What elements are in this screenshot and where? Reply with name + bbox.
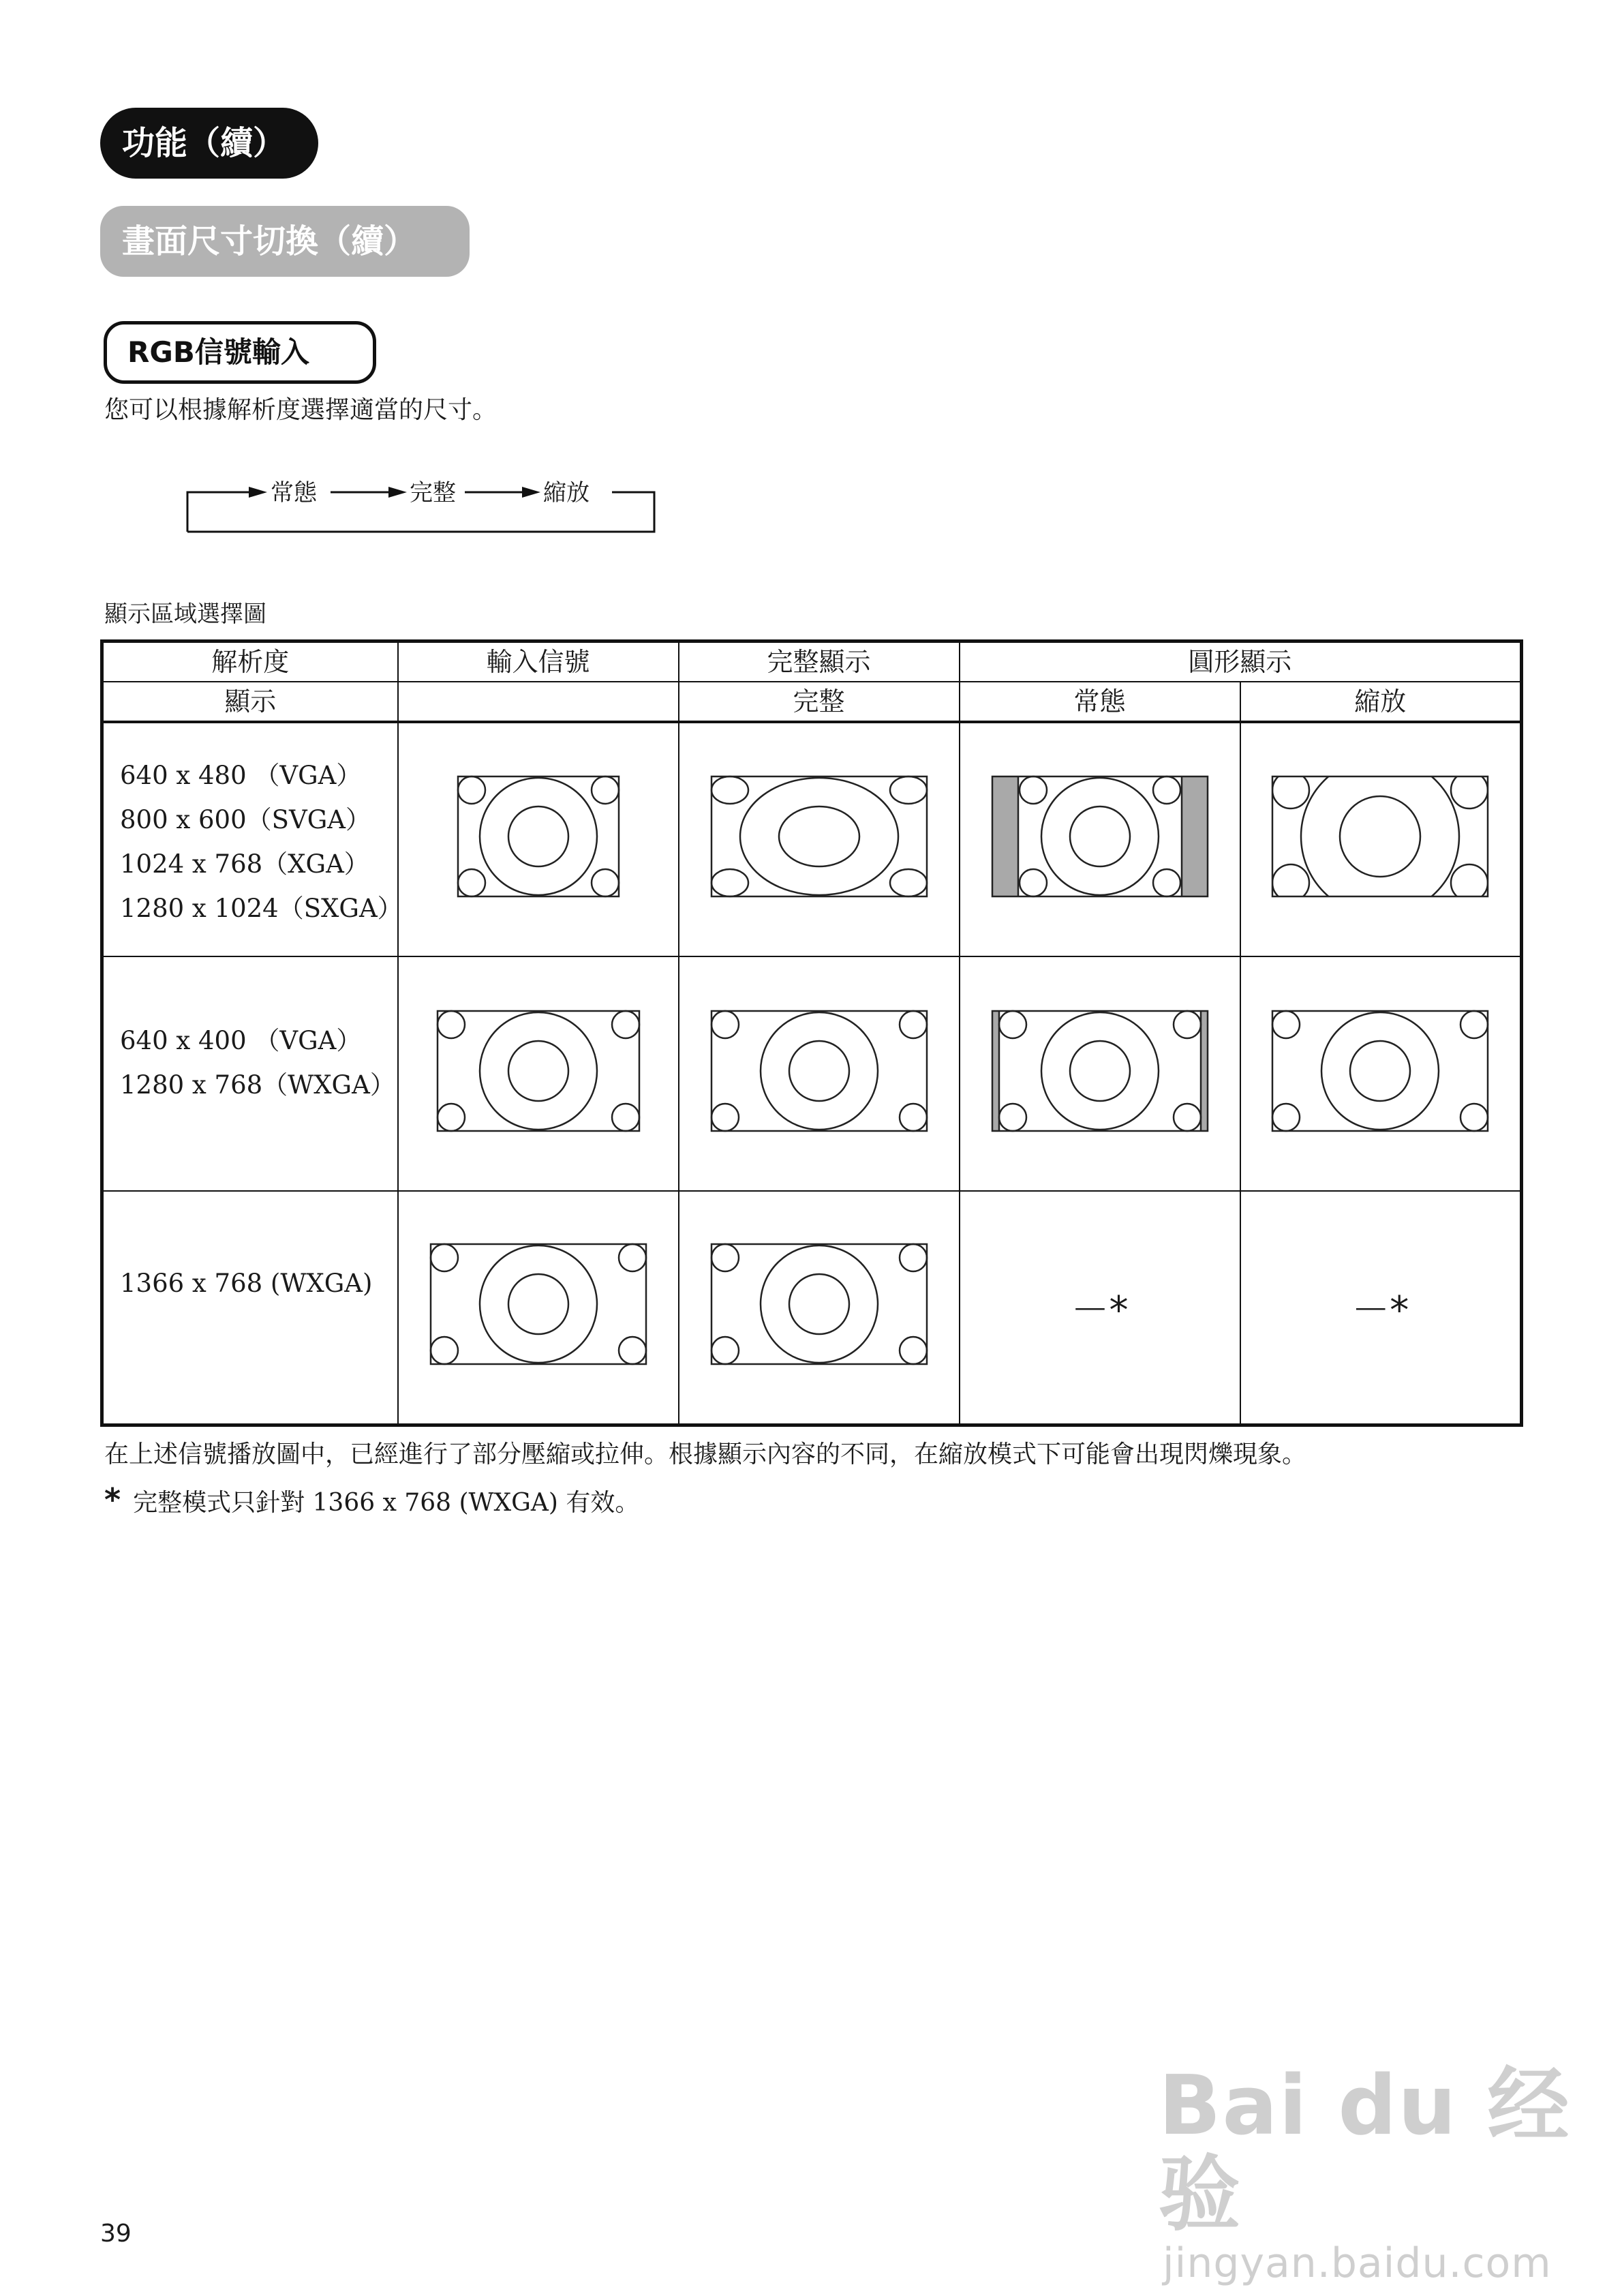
header-resolution: 解析度 [102, 641, 398, 682]
full-display-illustration [710, 775, 928, 898]
subheader-zoom: 縮放 [1240, 682, 1522, 722]
round-zoom-illustration [1271, 1010, 1489, 1132]
resolution-line: 1280 x 1024（SXGA） [120, 894, 403, 923]
mode-cycle-diagram [184, 464, 661, 548]
not-applicable-mark: －* [1351, 1288, 1409, 1333]
round-zoom-cell [1240, 722, 1522, 956]
display-area-table [100, 639, 1523, 1427]
resolution-line: 1366 x 768 (WXGA) [120, 1269, 373, 1298]
header-round-display: 圓形顯示 [960, 641, 1522, 682]
section-title: 功能（續） [100, 108, 318, 179]
asterisk-icon: * [104, 1481, 121, 1518]
resolution-line: 800 x 600（SVGA） [120, 805, 371, 834]
flow-label-normal: 常態 [271, 479, 317, 507]
full-display-cell [679, 956, 960, 1191]
resolution-line: 640 x 480 （VGA） [120, 761, 362, 790]
page-number: 39 [100, 2220, 132, 2248]
input-signal-illustration [436, 1010, 641, 1132]
baidu-watermark [1159, 2059, 1622, 2287]
round-normal-cell [960, 722, 1240, 956]
input-signal-cell [398, 956, 679, 1191]
round-zoom-illustration [1271, 775, 1489, 898]
full-mode-note [104, 1481, 639, 1522]
round-normal-illustration [991, 775, 1209, 898]
input-signal-illustration [457, 775, 620, 898]
resolution-cell [102, 1191, 398, 1425]
watermark-brand: Bai du 经验 [1159, 2059, 1571, 2242]
resolution-cell [102, 722, 403, 956]
rgb-input-title: RGB信號輸入 [104, 321, 376, 384]
input-signal-illustration [429, 1243, 647, 1365]
resolution-line: 1280 x 768（WXGA） [120, 1070, 395, 1100]
header-input-signal: 輸入信號 [398, 641, 679, 682]
watermark-url: jingyan.baidu.com [1163, 2239, 1552, 2287]
full-display-cell [679, 1191, 960, 1425]
full-mode-note-text: 完整模式只針對 1366 x 768 (WXGA) 有效。 [133, 1489, 640, 1517]
full-display-cell [679, 722, 960, 956]
subsection-title: 畫面尺寸切換（續） [100, 206, 470, 277]
round-normal-cell [960, 956, 1240, 1191]
full-display-illustration [710, 1010, 928, 1132]
round-normal-illustration [991, 1010, 1209, 1132]
signal-note: 在上述信號播放圖中，已經進行了部分壓縮或拉伸。根據顯示內容的不同，在縮放模式下可能會出現閃爍現象。 [104, 1440, 1307, 1468]
resolution-line: 640 x 400 （VGA） [120, 1026, 362, 1055]
subheader-full: 完整 [679, 682, 960, 722]
resolution-line: 1024 x 768（XGA） [120, 849, 369, 879]
input-signal-cell [398, 1191, 679, 1425]
table-caption: 顯示區域選擇圖 [104, 601, 266, 628]
round-normal-na-cell [960, 1191, 1240, 1425]
subheader-display: 顯示 [102, 682, 398, 722]
not-applicable-mark: －* [1071, 1288, 1129, 1333]
round-zoom-na-cell [1240, 1191, 1522, 1425]
flow-label-zoom: 縮放 [543, 479, 590, 507]
subheader-empty [398, 682, 679, 722]
subheader-normal: 常態 [960, 682, 1240, 722]
flow-label-full: 完整 [410, 479, 456, 507]
header-full-display: 完整顯示 [679, 641, 960, 682]
intro-text: 您可以根據解析度選擇適當的尺寸。 [104, 396, 498, 424]
resolution-cell [102, 956, 398, 1191]
input-signal-cell [398, 722, 679, 956]
full-display-illustration [710, 1243, 928, 1365]
round-zoom-cell [1240, 956, 1522, 1191]
